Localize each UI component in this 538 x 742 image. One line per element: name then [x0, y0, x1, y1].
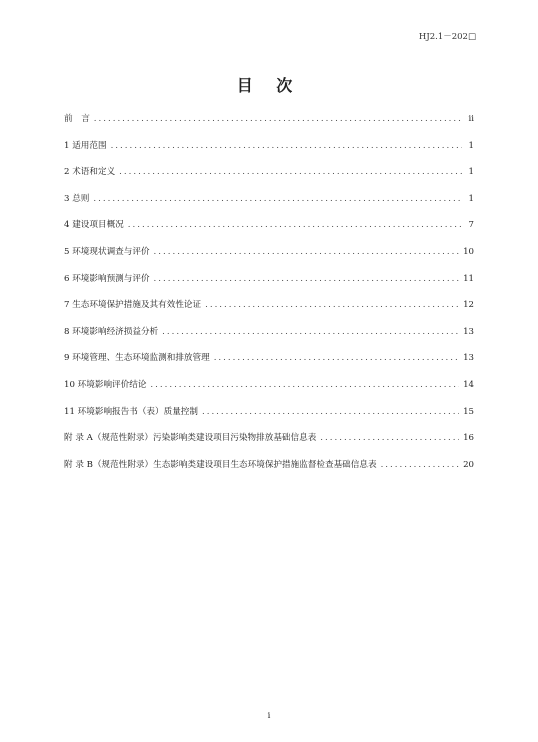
toc-entry-page: 13 [463, 353, 474, 364]
toc-entry-3[interactable] [64, 192, 474, 219]
toc-leader-dots [154, 272, 460, 286]
toc-entry-label: 4 建设项目概况 [64, 220, 124, 231]
toc-entry-page: 1 [468, 140, 474, 151]
toc-leader-dots [381, 458, 460, 472]
toc-leader-dots [162, 325, 459, 339]
table-of-contents [64, 112, 474, 484]
toc-entry-label: 3 总则 [64, 193, 90, 204]
toc-entry-page: 10 [463, 246, 474, 257]
toc-entry-page: 1 [468, 193, 474, 204]
toc-entry-9[interactable] [64, 351, 474, 378]
toc-entry-2[interactable] [64, 165, 474, 192]
toc-entry-page: 11 [463, 273, 474, 284]
toc-entry-4[interactable] [64, 218, 474, 245]
toc-leader-dots [150, 378, 459, 392]
toc-entry-label: 11 环境影响报告书（表）质量控制 [64, 406, 198, 417]
toc-entry-page: 14 [463, 379, 474, 390]
toc-entry-6[interactable] [64, 272, 474, 299]
toc-entry-page: 20 [463, 459, 474, 470]
toc-leader-dots [119, 165, 462, 179]
toc-entry-page: ii [468, 114, 474, 124]
toc-leader-dots [205, 298, 459, 312]
toc-leader-dots [214, 351, 459, 365]
document-code: HJ2.1－202□ [418, 32, 476, 42]
toc-entry-page: 13 [463, 326, 474, 337]
toc-entry-10[interactable] [64, 378, 474, 405]
page-title: 目 次 [236, 76, 302, 95]
toc-entry-label: 前 言 [64, 114, 90, 124]
toc-entry-label: 9 环境管理、生态环境监测和排放管理 [64, 353, 210, 364]
toc-entry-label: 1 适用范围 [64, 140, 107, 151]
toc-entry-page: 1 [468, 167, 474, 178]
toc-leader-dots [93, 192, 462, 206]
toc-leader-dots [154, 245, 460, 259]
toc-leader-dots [94, 112, 462, 126]
toc-entry-label: 10 环境影响评价结论 [64, 379, 147, 390]
toc-entry-label: 7 生态环境保护措施及其有效性论证 [64, 300, 202, 311]
toc-entry-11[interactable] [64, 405, 474, 432]
toc-entry-appendix-b[interactable] [64, 458, 474, 485]
toc-entry-appendix-a[interactable] [64, 431, 474, 458]
toc-entry-label: 附 录 B（规范性附录）生态影响类建设项目生态环境保护措施监督检查基础信息表 [64, 459, 377, 470]
toc-entry-page: 16 [463, 433, 474, 444]
toc-entry-page: 7 [468, 220, 474, 231]
toc-entry-7[interactable] [64, 298, 474, 325]
toc-entry-8[interactable] [64, 325, 474, 352]
toc-entry-5[interactable] [64, 245, 474, 272]
toc-entry-page: 12 [463, 300, 474, 311]
toc-entry-preface[interactable] [64, 112, 474, 139]
page-number: i [267, 711, 271, 721]
toc-entry-label: 6 环境影响预测与评价 [64, 273, 150, 284]
toc-entry-label: 8 环境影响经济损益分析 [64, 326, 159, 337]
toc-leader-dots [202, 405, 459, 419]
toc-entry-label: 2 术语和定义 [64, 167, 116, 178]
toc-leader-dots [111, 139, 462, 153]
toc-entry-1[interactable] [64, 139, 474, 166]
toc-entry-label: 5 环境现状调查与评价 [64, 246, 150, 257]
toc-leader-dots [128, 218, 462, 232]
toc-leader-dots [320, 431, 459, 445]
toc-entry-page: 15 [463, 406, 474, 417]
toc-entry-label: 附 录 A（规范性附录）污染影响类建设项目污染物排放基础信息表 [64, 433, 317, 444]
